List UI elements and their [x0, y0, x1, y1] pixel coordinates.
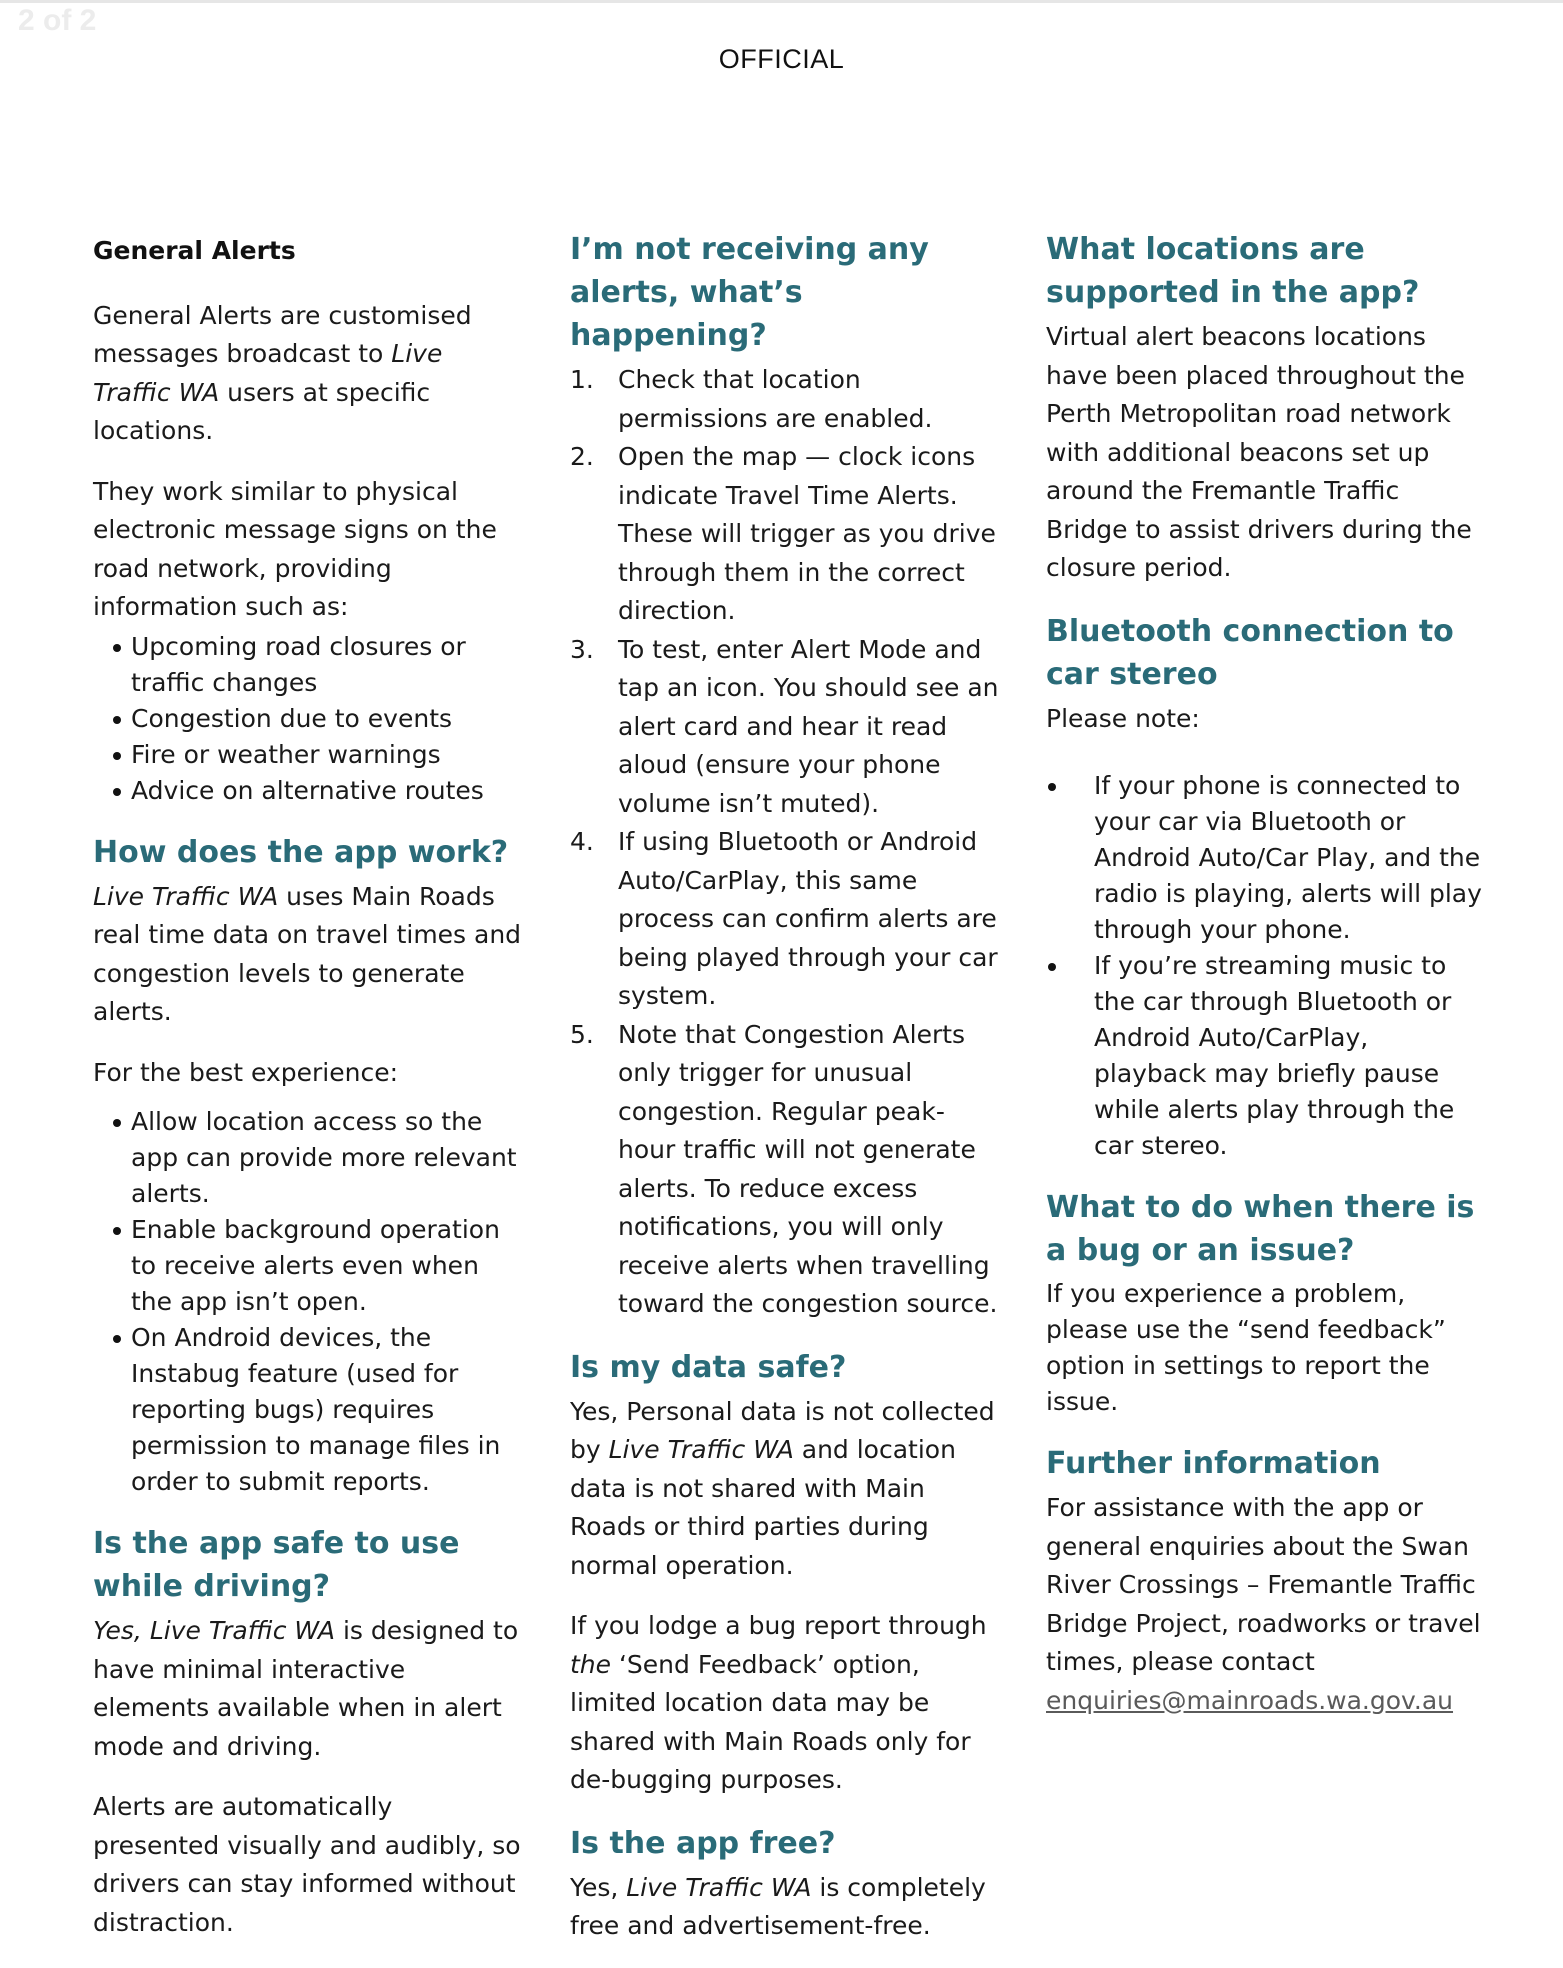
- app-name: Live Traffic WA: [93, 339, 443, 407]
- safe-while-driving-heading: Is the app safe to use while driving?: [93, 1526, 460, 1604]
- page-indicator: 2 of 2: [18, 4, 97, 37]
- locations-heading: What locations are supported in the app?: [1046, 232, 1420, 310]
- data-safe-heading: Is my data safe?: [570, 1349, 847, 1385]
- text: users at specific locations.: [93, 377, 431, 445]
- step-number: 5.: [570, 1019, 594, 1049]
- bluetooth-notes-list: [1046, 768, 1486, 1164]
- list-item: If your phone is connected to your car via Bluetooth or Android Auto/Car Play, and the radio is playing, alerts will play through your phone.: [1046, 768, 1486, 948]
- further-information-text: [1046, 1489, 1486, 1720]
- general-alerts-heading: General Alerts: [93, 236, 296, 265]
- bug-report-data-text: [570, 1607, 1000, 1800]
- bluetooth-heading: Bluetooth connection to car stereo: [1046, 613, 1454, 692]
- text: Yes,: [570, 1872, 627, 1902]
- list-item: If you’re streaming music to the car through Bluetooth or Android Auto/CarPlay, playback may briefly pause while alerts play through the car stereo.: [1046, 948, 1486, 1164]
- please-note-label: Please note:: [1046, 703, 1200, 733]
- how-app-works-text: [93, 878, 523, 1032]
- column-left: [93, 228, 523, 1964]
- bug-issue-text: If you experience a problem, please use the “send feedback” option in settings to report the issue.: [1046, 1279, 1446, 1416]
- troubleshooting-steps: [570, 361, 1000, 1324]
- list-item: Enable background operation to receive alerts even when the app isn’t open.: [113, 1212, 523, 1320]
- text: Yes, Personal data is not collected by: [570, 1396, 995, 1464]
- general-alerts-intro: [93, 297, 523, 451]
- best-experience-label: For the best experience:: [93, 1057, 398, 1087]
- step-text: To test, enter Alert Mode and tap an icon. You should see an alert card and hear it read aloud (ensure your phone volume isn’t muted).: [618, 634, 999, 818]
- app-name: Live Traffic WA: [608, 1435, 794, 1464]
- list-item: On Android devices, the Instabug feature (used for reporting bugs) requires permission to manage files in order to submit reports.: [113, 1320, 523, 1500]
- emphasis: the: [570, 1649, 612, 1679]
- text: is completely free and advertisement-free.: [570, 1872, 986, 1940]
- safe-while-driving-text: [93, 1612, 523, 1766]
- text: If you lodge a bug report through: [570, 1611, 987, 1640]
- step-text: If using Bluetooth or Android Auto/CarPlay, this same process can confirm alerts are being played through your car system.: [618, 827, 998, 1010]
- list-item: Advice on alternative routes: [113, 773, 523, 809]
- step-number: 1.: [570, 365, 594, 394]
- step-text: Open the map — clock icons indicate Travel Time Alerts. These will trigger as you drive through them in the correct direction.: [618, 442, 996, 625]
- text: For assistance with the app or general enquiries about the Swan River Crossings – Fremantle Traffic Bridge Project, roadworks or travel times, please contact: [1046, 1493, 1481, 1676]
- list-item: [570, 823, 1000, 1016]
- step-number: 3.: [570, 634, 594, 664]
- step-text: Note that Congestion Alerts only trigger for unusual congestion. Regular peak-hour traffic will not generate alerts. To reduce excess notifications, you will only receive alerts when travelling toward the congestion source.: [618, 1019, 998, 1318]
- alerts-presented-text: Alerts are automatically presented visually and audibly, so drivers can stay informed without distraction.: [93, 1792, 521, 1937]
- further-information-heading: Further information: [1046, 1446, 1381, 1481]
- text: ‘Send Feedback’ option, limited location data may be shared with Main Roads only for de-bugging purposes.: [570, 1649, 971, 1794]
- list-item: [570, 631, 1000, 824]
- app-name: Live Traffic WA: [93, 881, 279, 911]
- column-middle: [570, 228, 1000, 1968]
- text: and location data is not shared with Main Roads or third parties during normal operation.: [570, 1435, 956, 1580]
- text: General Alerts are customised messages broadcast to: [93, 300, 472, 368]
- app-free-text: [570, 1869, 1000, 1946]
- bug-issue-heading: What to do when there is a bug or an issue?: [1046, 1190, 1475, 1268]
- how-app-works-heading: How does the app work?: [93, 834, 509, 870]
- list-item: Allow location access so the app can provide more relevant alerts.: [113, 1104, 523, 1212]
- text: uses Main Roads real time data on travel times and congestion levels to generate alerts.: [93, 881, 522, 1026]
- viewer-top-border: [0, 0, 1563, 3]
- list-item: [570, 1016, 1000, 1324]
- general-alerts-description: They work similar to physical electronic message signs on the road network, providing information such as:: [93, 476, 497, 621]
- general-alerts-list: [93, 629, 523, 809]
- email-link[interactable]: enquiries@mainroads.wa.gov.au: [1046, 1685, 1454, 1715]
- list-item: Upcoming road closures or traffic changes: [113, 629, 523, 701]
- app-name: Live Traffic WA: [626, 1872, 812, 1902]
- locations-text: Virtual alert beacons locations have been placed throughout the Perth Metropolitan road network with additional beacons set up around the Fremantle Traffic Bridge to assist drivers during the closure period.: [1046, 322, 1472, 582]
- text: is designed to have minimal interactive elements available when in alert mode and driving.: [93, 1616, 519, 1761]
- list-item: [570, 361, 1000, 438]
- step-number: 4.: [570, 827, 594, 856]
- step-number: 2.: [570, 442, 594, 471]
- list-item: Congestion due to events: [113, 701, 523, 737]
- step-text: Check that location permissions are enabled.: [618, 365, 933, 433]
- data-safe-text: [570, 1393, 1000, 1586]
- list-item: [570, 438, 1000, 631]
- column-right: [1046, 228, 1486, 1742]
- not-receiving-alerts-heading: I’m not receiving any alerts, what’s happening?: [570, 232, 929, 353]
- best-experience-list: [93, 1104, 523, 1500]
- list-item: Fire or weather warnings: [113, 737, 523, 773]
- app-name: Yes, Live Traffic WA: [93, 1616, 336, 1645]
- classification-label: OFFICIAL: [718, 44, 845, 74]
- app-free-heading: Is the app free?: [570, 1825, 836, 1861]
